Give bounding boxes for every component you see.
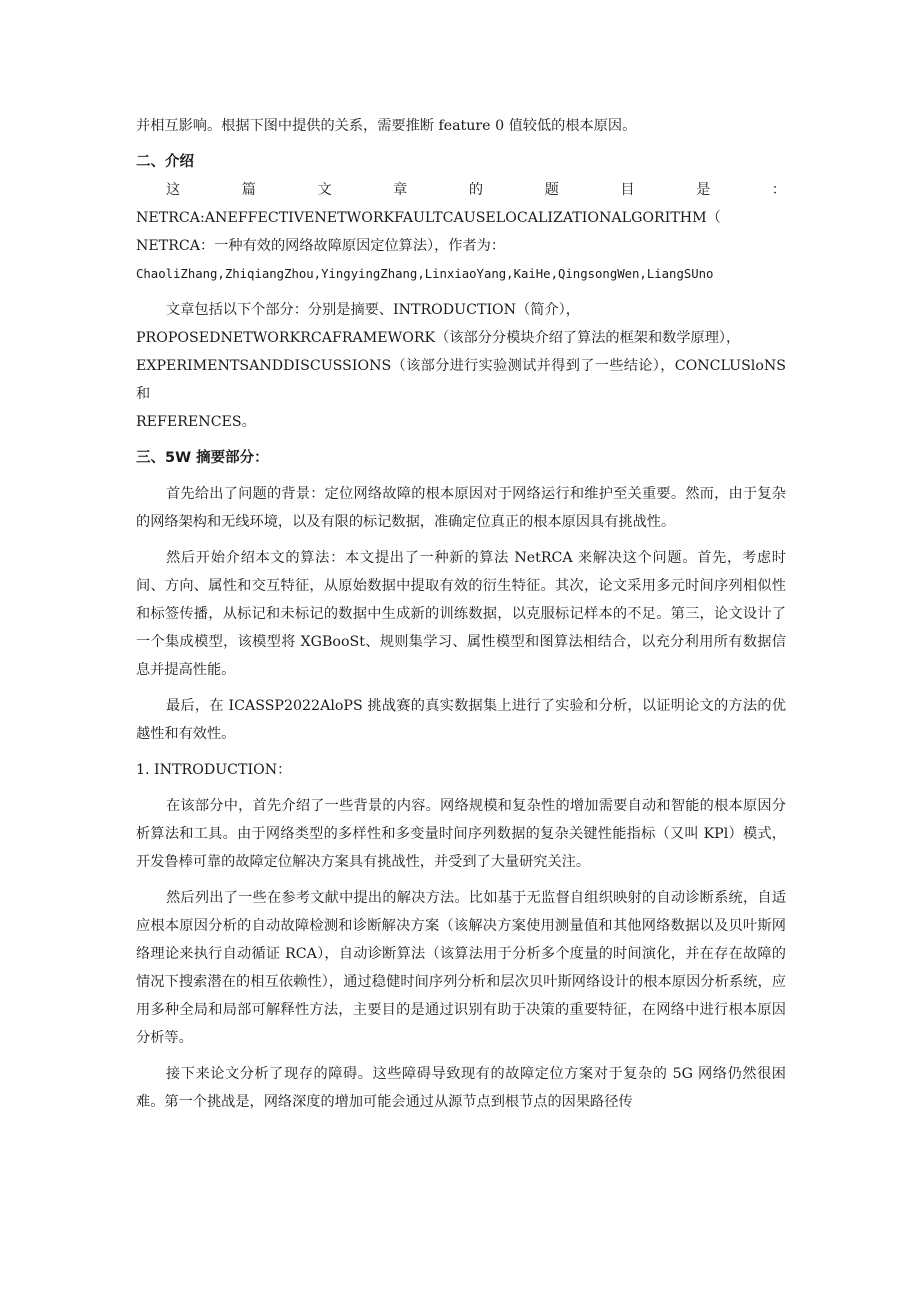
- authors-line: ChaoliZhang,ZhiqiangZhou,YingyingZhang,LinxiaoYang,KaiHe,QingsongWen,LiangSUno: [136, 267, 714, 281]
- parts-line-1: 文章包括以下个部分：分别是摘要、INTRODUCTION（简介），: [166, 302, 580, 318]
- parts-line-2: PROPOSEDNETWORKRCAFRAMEWORK（该部分分模块介绍了算法的框架和数学原理），: [136, 330, 741, 346]
- parts-line-3: EXPERIMENTSANDDISCUSSIONS（该部分进行实验测试并得到了一些结论），CONCLUSloNS 和: [136, 358, 786, 402]
- section-2-heading: 二、介绍: [136, 154, 194, 170]
- title-line-1: 这篇文章的题目是：NETRCA:ANEFFECTIVENETWORKFAULTCAUSELOCALIZATIONALGORITHM（: [136, 182, 786, 226]
- abstract-paragraph-2: 然后开始介绍本文的算法：本文提出了一种新的算法 NetRCA 来解决这个问题。首先，考虑时间、方向、属性和交互特征，从原始数据中提取有效的衍生特征。其次，论文采用多元时间序列相似性和标签传播，从标记和未标记的数据中生成新的训练数据，以克服标记样本的不足。第三，论文设计了一个集成模型，该模型将 XGBooSt、规则集学习、属性模型和图算法相结合，以充分利用所有数据信息并提高性能。: [136, 550, 786, 678]
- parts-line-4: REFERENCES。: [136, 414, 256, 430]
- introduction-paragraph-2: 然后列出了一些在参考文献中提出的解决方法。比如基于无监督自组织映射的自动诊断系统，自适应根本原因分析的自动故障检测和诊断解决方案（该解决方案使用测量值和其他网络数据以及贝叶斯网络理论来执行自动循证 RCA），自动诊断算法（该算法用于分析多个度量的时间演化，并在存在故障的情况下搜索潜在的相互依赖性），通过稳健时间序列分析和层次贝叶斯网络设计的根本原因分析系统，应用多种全局和局部可解释性方法，主要目的是通过识别有助于决策的重要特征，在网络中进行根本原因分析等。: [136, 890, 786, 1046]
- abstract-paragraph-1: 首先给出了问题的背景：定位网络故障的根本原因对于网络运行和维护至关重要。然而，由于复杂的网络架构和无线环境，以及有限的标记数据，准确定位真正的根本原因具有挑战性。: [136, 486, 786, 530]
- introduction-heading: 1. INTRODUCTION：: [136, 762, 292, 778]
- abstract-paragraph-3: 最后，在 ICASSP2022AloPS 挑战赛的真实数据集上进行了实验和分析，以证明论文的方法的优越性和有效性。: [136, 698, 786, 742]
- document-page: [136, 112, 786, 1116]
- section-3-heading: 三、5W 摘要部分：: [136, 450, 269, 466]
- introduction-paragraph-3: 接下来论文分析了现存的障碍。这些障碍导致现有的故障定位方案对于复杂的 5G 网络仍然很困难。第一个挑战是，网络深度的增加可能会通过从源节点到根节点的因果路径传: [136, 1066, 786, 1110]
- introduction-paragraph-1: 在该部分中，首先介绍了一些背景的内容。网络规模和复杂性的增加需要自动和智能的根本原因分析算法和工具。由于网络类型的多样性和多变量时间序列数据的复杂关键性能指标（又叫 KPl）模式，开发鲁棒可靠的故障定位解决方案具有挑战性，并受到了大量研究关注。: [136, 798, 786, 870]
- intro-tail-paragraph: 并相互影响。根据下图中提供的关系，需要推断 feature 0 值较低的根本原因。: [136, 118, 637, 134]
- title-line-2: NETRCA：一种有效的网络故障原因定位算法），作者为：: [136, 238, 506, 254]
